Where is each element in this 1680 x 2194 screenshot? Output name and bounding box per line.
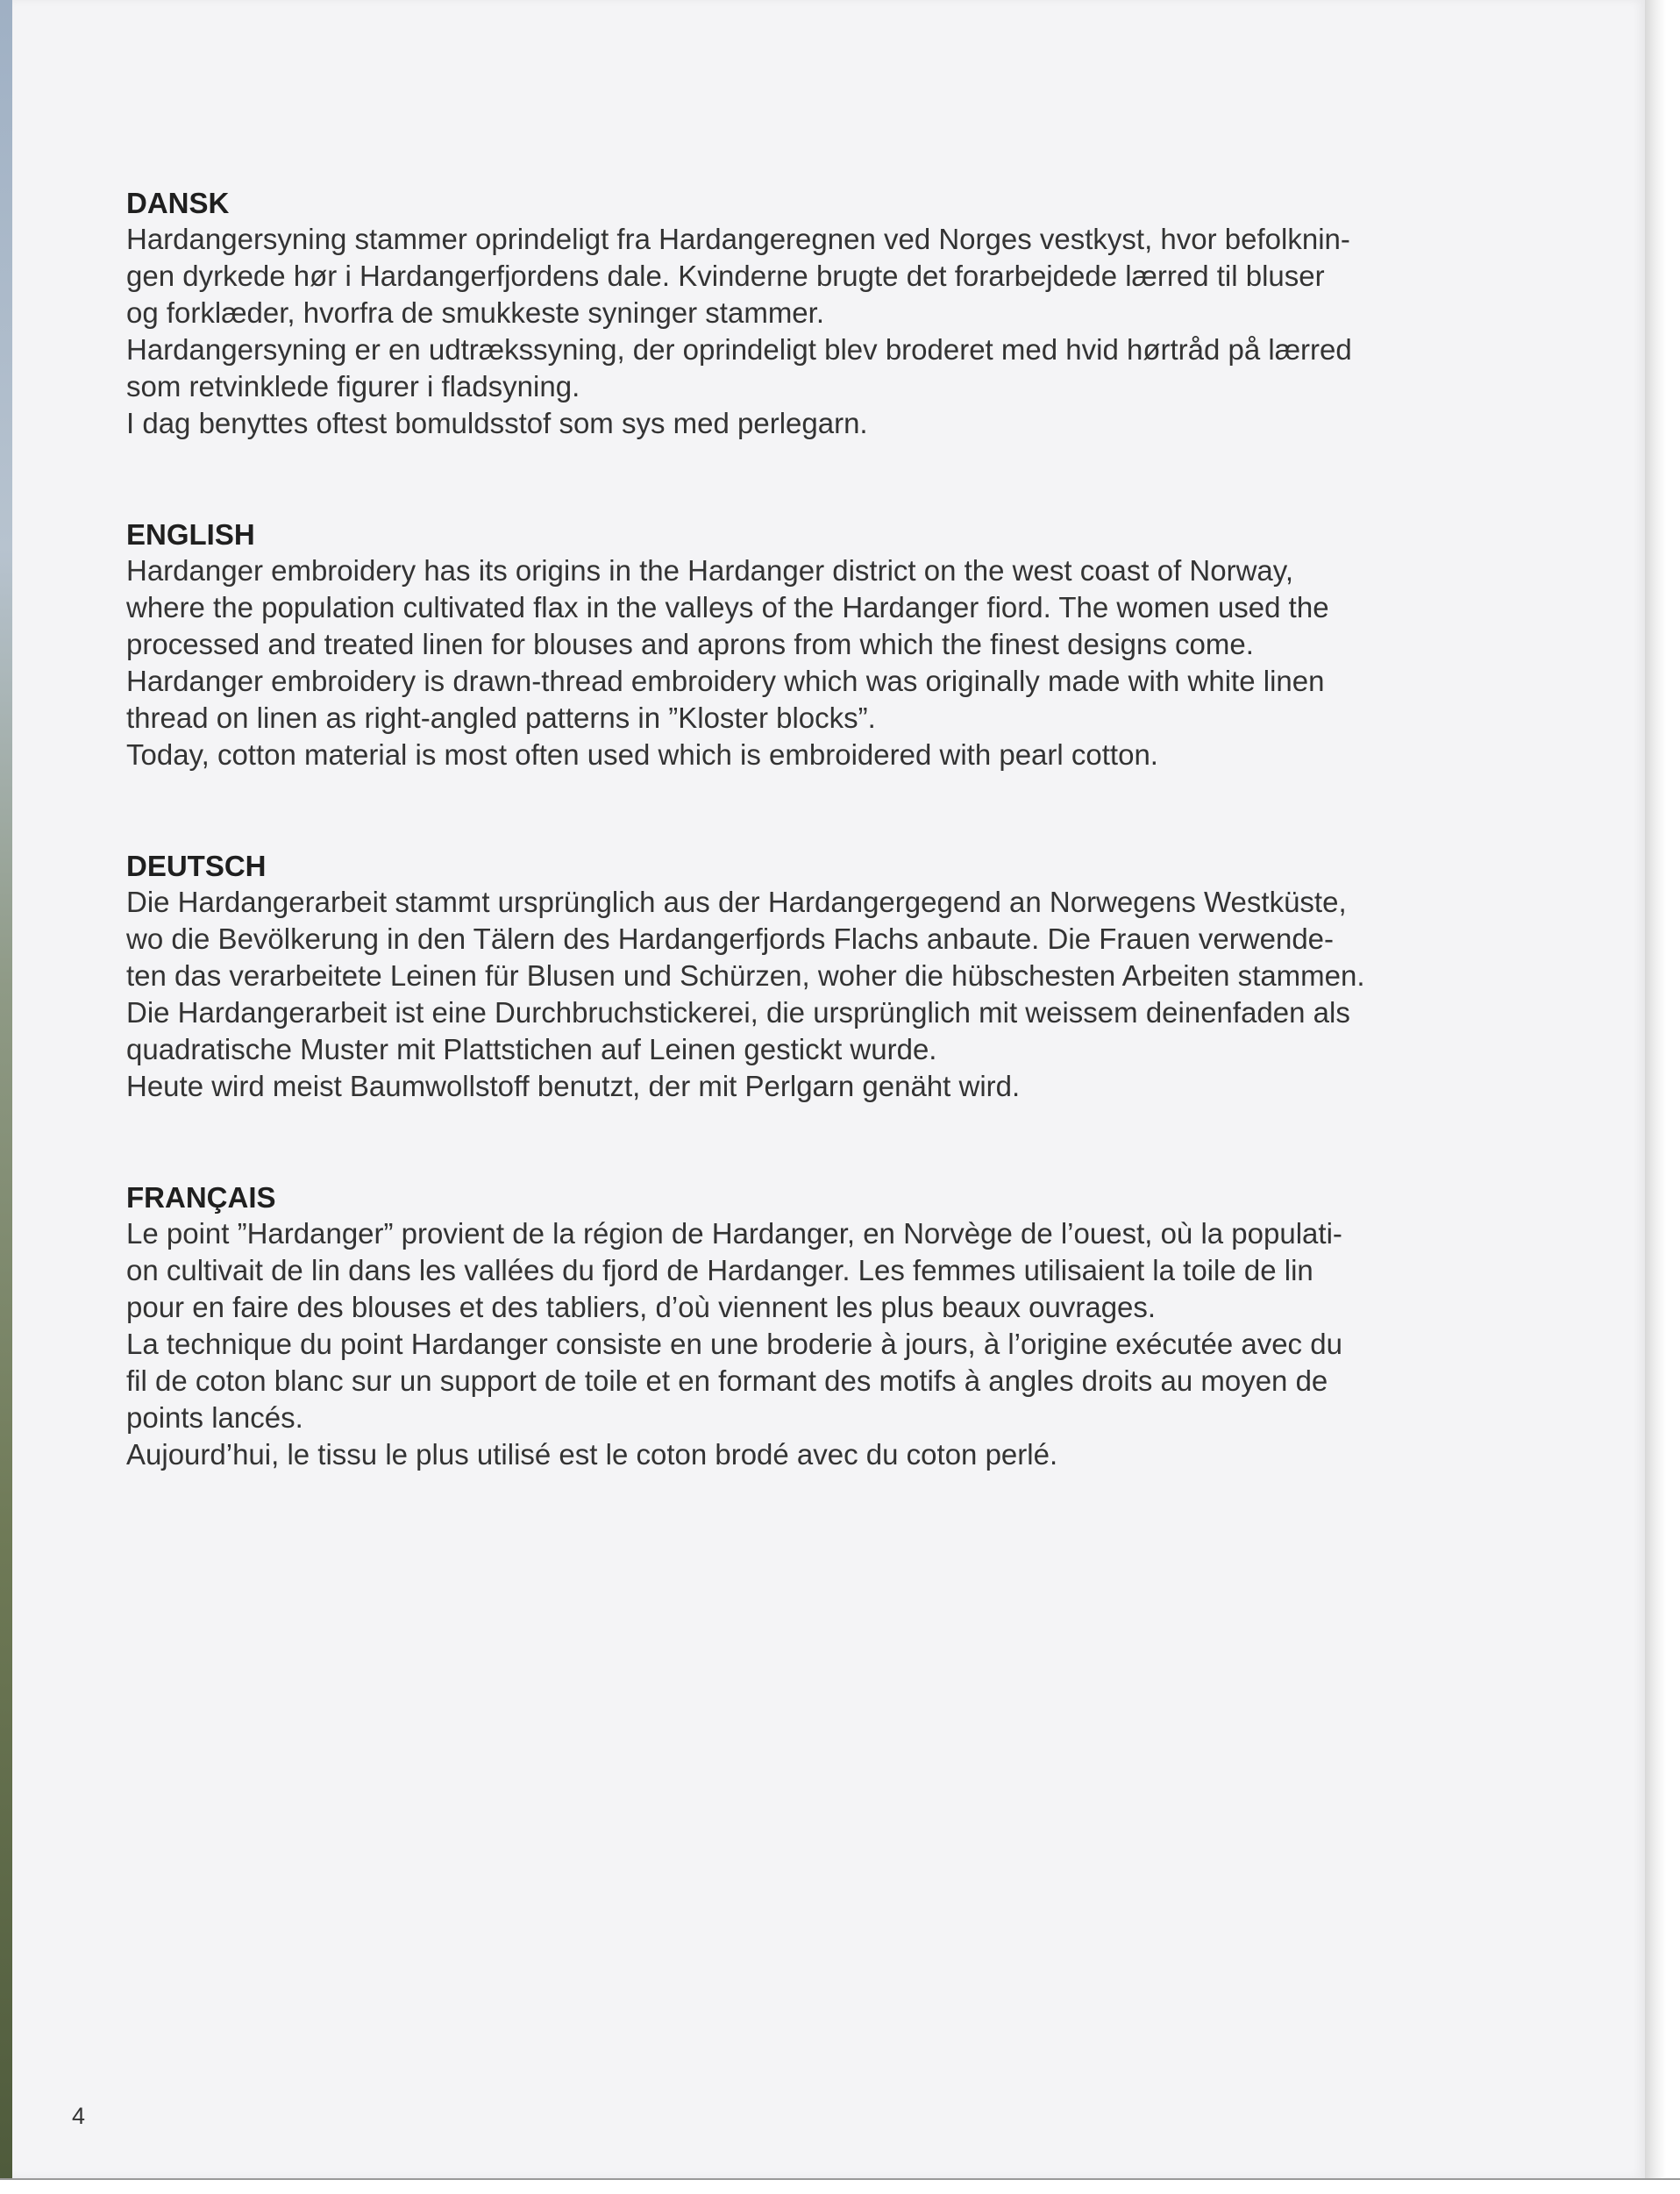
text-line: Heute wird meist Baumwollstoff benutzt, der mit Perlgarn genäht wird.: [126, 1070, 1021, 1102]
text-line: Hardangersyning er en udtrækssyning, der oprindeligt blev broderet med hvid hørtråd på lærred: [126, 333, 1352, 366]
text-line: I dag benyttes oftest bomuldsstof som sys med perlegarn.: [126, 407, 868, 439]
text-line: fil de coton blanc sur un support de toile et en formant des motifs à angles droits au moyen de: [126, 1364, 1328, 1397]
text-line: Hardanger embroidery has its origins in the Hardanger district on the west coast of Norway,: [126, 554, 1294, 587]
text-line: Hardanger embroidery is drawn-thread embroidery which was originally made with white linen: [126, 665, 1325, 697]
text-line: processed and treated linen for blouses and aprons from which the finest designs come.: [126, 628, 1254, 660]
text-line: La technique du point Hardanger consiste en une broderie à jours, à l’origine exécutée avec du: [126, 1328, 1342, 1360]
text-line: Le point ”Hardanger” provient de la région de Hardanger, en Norvège de l’ouest, où la populati-: [126, 1217, 1342, 1250]
text-line: Hardangersyning stammer oprindeligt fra Hardangeregnen ved Norges vestkyst, hvor befolknin-: [126, 223, 1350, 255]
text-line: thread on linen as right-angled patterns in ”Kloster blocks”.: [126, 702, 876, 734]
text-line: points lancés.: [126, 1401, 303, 1434]
text-line: Die Hardangerarbeit stammt ursprünglich aus der Hardangergegend an Norwegens Westküste,: [126, 886, 1347, 918]
section-deutsch: [126, 849, 1529, 1105]
text-line: quadratische Muster mit Plattstichen auf Leinen gestickt wurde.: [126, 1033, 937, 1065]
section-heading: DEUTSCH: [126, 850, 267, 882]
text-line: Die Hardangerarbeit ist eine Durchbruchstickerei, die ursprünglich mit weissem deinenfaden als: [126, 996, 1350, 1029]
section-english: [126, 517, 1529, 773]
page-bottom-edge: [0, 2178, 1680, 2194]
text-line: pour en faire des blouses et des tabliers, d’où viennent les plus beaux ouvrages.: [126, 1291, 1157, 1323]
page-right-margin: [1645, 0, 1680, 2192]
section-heading: DANSK: [126, 187, 230, 219]
text-line: wo die Bevölkerung in den Tälern des Hardangerfjords Flachs anbaute. Die Frauen verwende-: [126, 922, 1335, 955]
text-line: Aujourd’hui, le tissu le plus utilisé est le coton brodé avec du coton perlé.: [126, 1438, 1058, 1471]
section-dansk: [126, 186, 1529, 442]
text-line: Today, cotton material is most often used which is embroidered with pearl cotton.: [126, 738, 1158, 771]
section-heading: FRANÇAIS: [126, 1181, 276, 1214]
text-line: on cultivait de lin dans les vallées du fjord de Hardanger. Les femmes utilisaient la toile de lin: [126, 1254, 1313, 1286]
page-content: [126, 186, 1529, 1549]
section-francais: [126, 1180, 1529, 1473]
page-number: 4: [72, 2103, 86, 2129]
text-line: gen dyrkede hør i Hardangerfjordens dale. Kvinderne brugte det forarbejdede lærred til bluser: [126, 260, 1325, 292]
text-line: som retvinklede figurer i fladsyning.: [126, 370, 580, 402]
section-heading: ENGLISH: [126, 518, 255, 551]
text-line: where the population cultivated flax in the valleys of the Hardanger fiord. The women used the: [126, 591, 1329, 623]
text-line: og forklæder, hvorfra de smukkeste syninger stammer.: [126, 296, 824, 329]
text-line: ten das verarbeitete Leinen für Blusen und Schürzen, woher die hübschesten Arbeiten stammen.: [126, 959, 1365, 992]
